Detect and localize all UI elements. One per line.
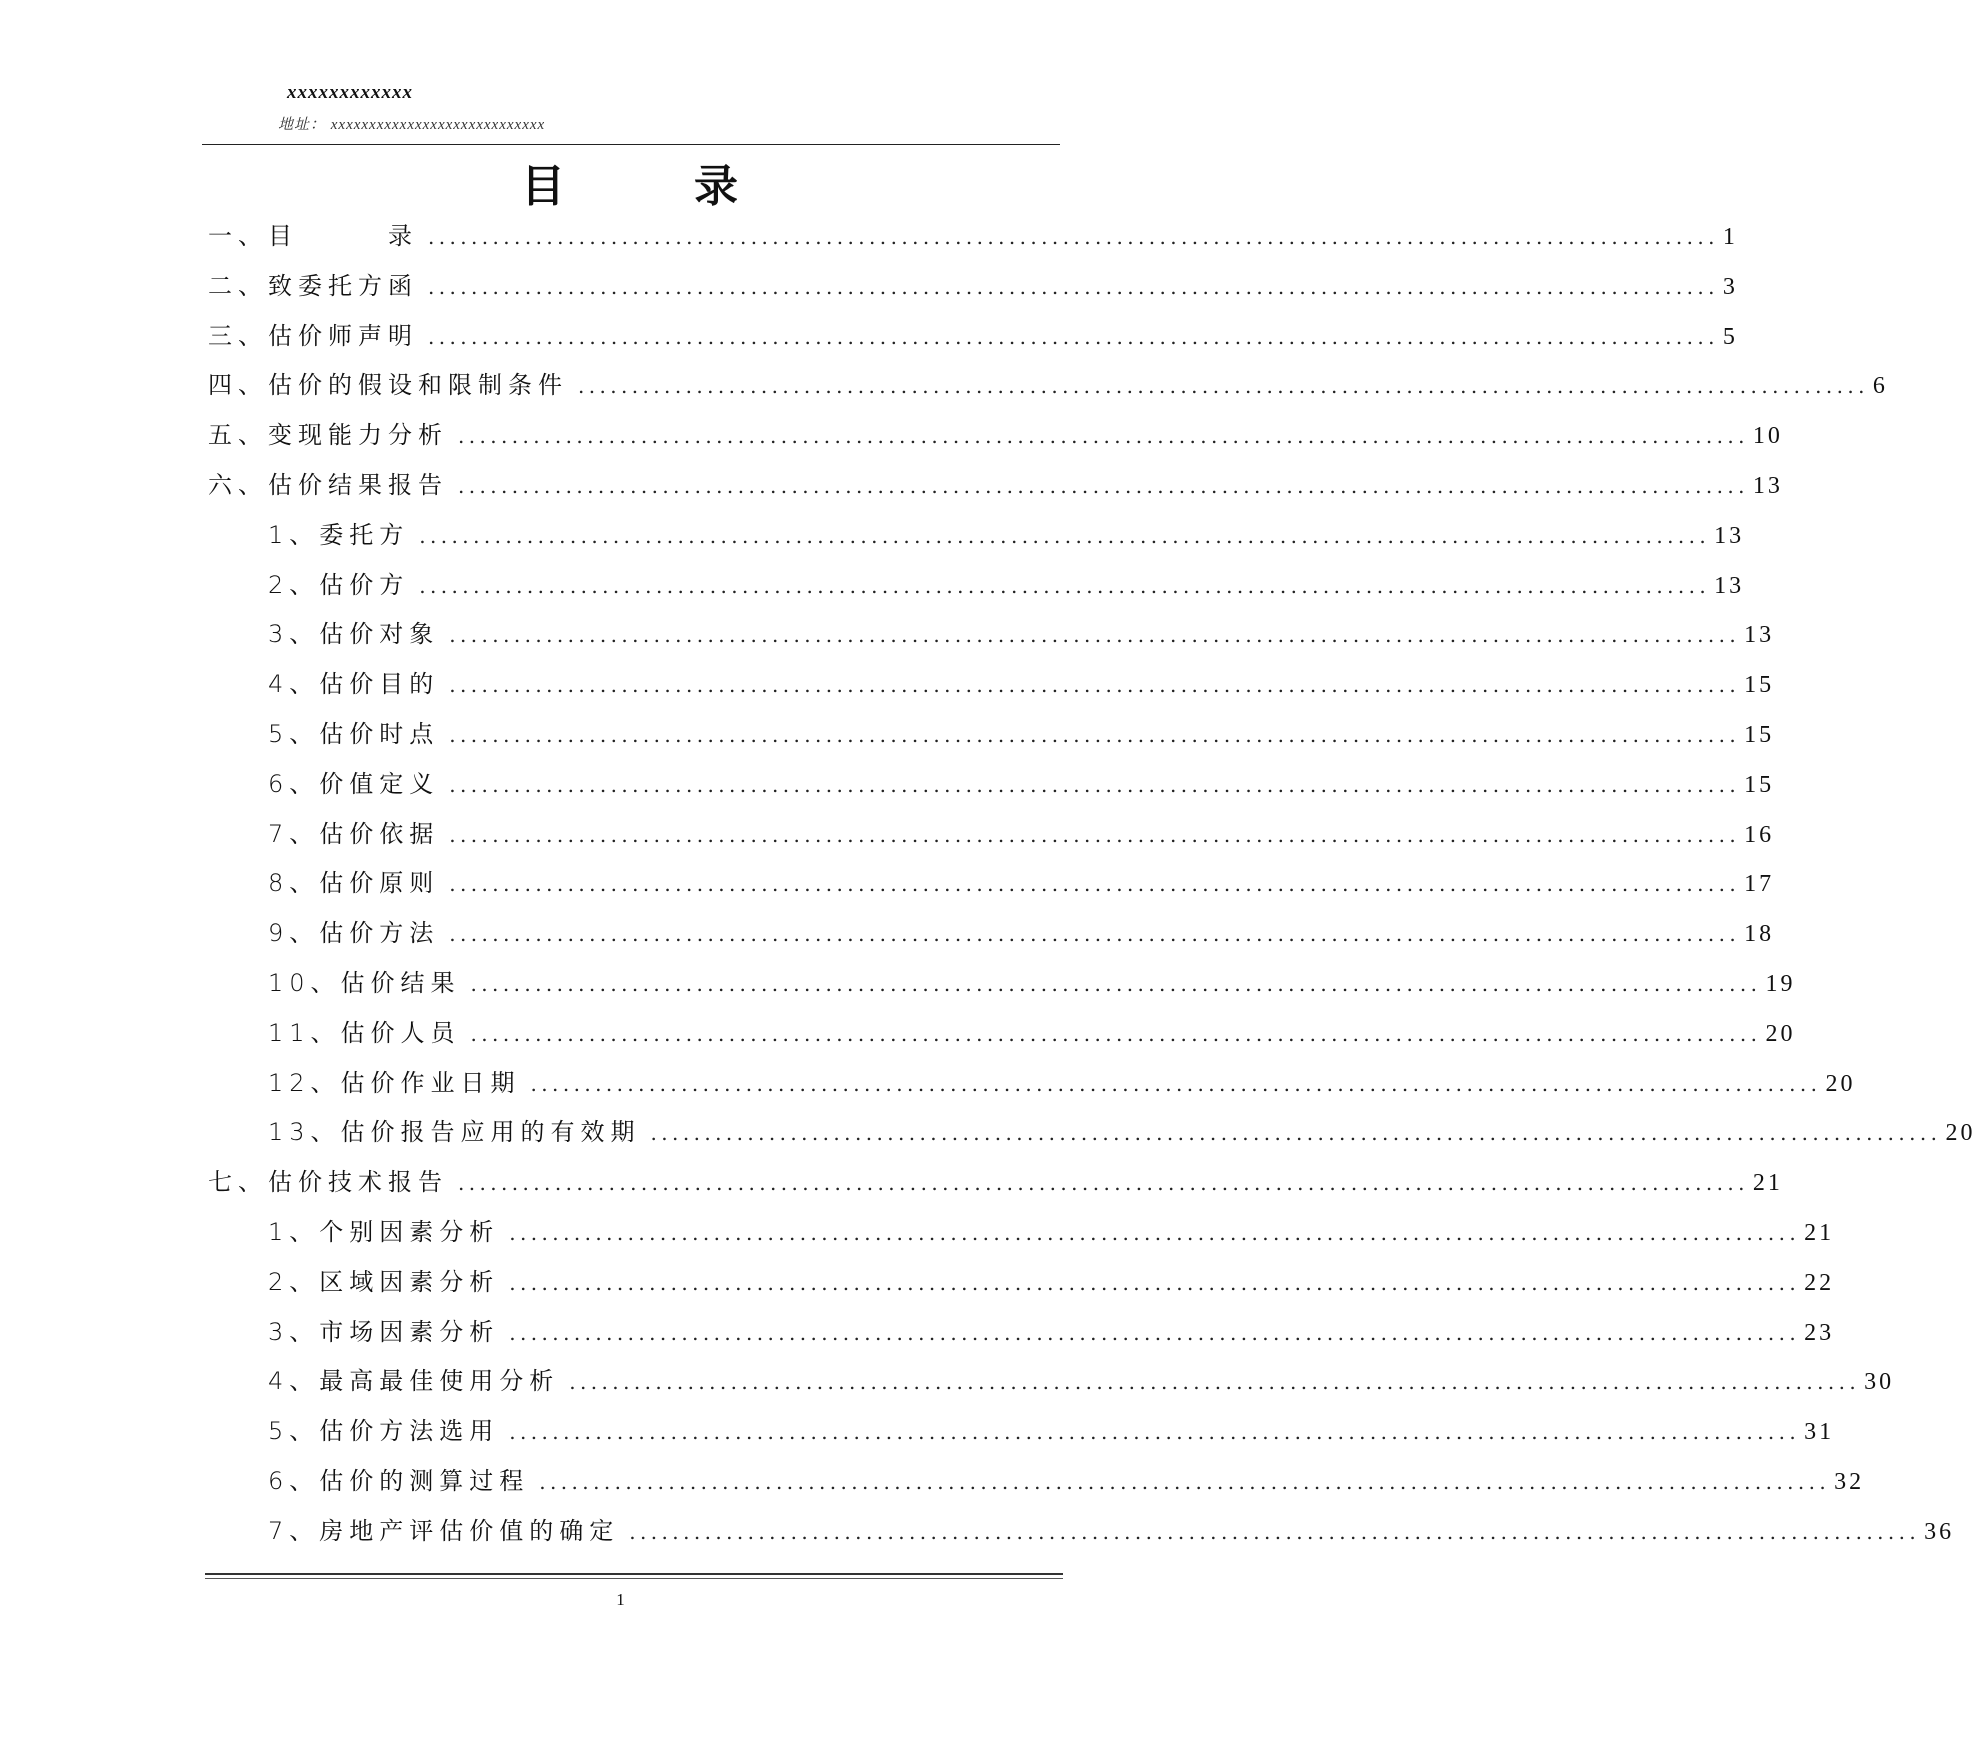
toc-entry-label: 5、估价方法选用 [268, 1417, 500, 1446]
toc-dot-leader: ........................................................................................................................ [419, 573, 1711, 598]
toc-entry[interactable] [208, 266, 1738, 306]
toc-entry-label: 5、估价时点 [268, 720, 440, 748]
toc-dot-leader: ........................................................................................................................ [449, 723, 1741, 747]
toc-entry-page: 20 [1825, 1070, 1856, 1097]
toc-entry[interactable] [268, 1212, 1835, 1252]
toc-entry-label: 2、区域因素分析 [268, 1267, 500, 1296]
toc-entry-label: 12、估价作业日期 [268, 1068, 521, 1097]
toc-dot-leader: ........................................................................................................................ [428, 225, 1719, 249]
toc-dot-leader: ........................................................................................................................ [509, 1221, 1801, 1245]
toc-entry-page: 30 [1864, 1369, 1895, 1396]
header-company-name: xxxxxxxxxxxx [287, 82, 413, 103]
toc-entry[interactable] [268, 1063, 1856, 1103]
toc-entry-page: 3 [1722, 273, 1738, 300]
toc-entry[interactable] [268, 714, 1775, 754]
toc-entry[interactable] [208, 1162, 1783, 1202]
page-title-char-2: 录 [694, 161, 738, 212]
toc-entry-label: 2、估价方 [268, 570, 410, 599]
footer-divider [205, 1573, 1063, 1575]
toc-entry-page: 13 [1714, 572, 1745, 599]
toc-entry-label: 4、估价目的 [268, 670, 440, 699]
toc-entry-page: 21 [1804, 1220, 1835, 1246]
toc-entry-page: 15 [1744, 672, 1775, 699]
toc-entry-page: 15 [1744, 722, 1775, 748]
toc-entry-label: 10、估价结果 [268, 969, 461, 997]
toc-entry[interactable] [208, 365, 1888, 405]
toc-entry[interactable] [208, 216, 1738, 256]
toc-entry-label: 13、估价报告应用的有效期 [268, 1118, 641, 1147]
toc-entry[interactable] [268, 515, 1745, 555]
header-divider [202, 144, 1060, 145]
toc-entry[interactable] [268, 1511, 1955, 1551]
toc-entry-page: 6 [1872, 373, 1888, 400]
toc-entry-label: 9、估价方法 [268, 919, 440, 948]
toc-entry[interactable] [268, 1013, 1796, 1053]
toc-entry[interactable] [268, 963, 1796, 1003]
toc-dot-leader: ........................................................................................................................ [509, 1270, 1801, 1295]
toc-entry-page: 20 [1945, 1120, 1975, 1147]
toc-entry-page: 13 [1744, 622, 1775, 649]
toc-entry-label: 6、估价的测算过程 [268, 1467, 530, 1495]
toc-entry[interactable] [208, 415, 1783, 455]
toc-dot-leader: ........................................................................................................................ [449, 922, 1741, 947]
toc-entry-label: 1、委托方 [268, 520, 410, 549]
page-title-char-1: 目 [521, 161, 565, 212]
toc-dot-leader: ........................................................................................................................ [509, 1320, 1801, 1345]
toc-entry-label: 7、房地产评估价值的确定 [268, 1516, 620, 1545]
toc-dot-leader: ........................................................................................................................ [449, 772, 1741, 797]
toc-entry-label: 六、估价结果报告 [208, 471, 448, 499]
toc-entry-page: 31 [1804, 1419, 1835, 1446]
page-number: 1 [616, 1590, 625, 1609]
toc-entry-page: 13 [1714, 522, 1745, 549]
toc-entry-label: 8、估价原则 [268, 869, 440, 898]
toc-entry-page: 5 [1722, 323, 1738, 350]
toc-dot-leader: ........................................................................................................................ [458, 474, 1749, 498]
toc-dot-leader: ........................................................................................................................ [569, 1370, 1861, 1395]
toc-dot-leader: ........................................................................................................................ [449, 673, 1741, 698]
toc-dot-leader: ........................................................................................................................ [470, 972, 1762, 996]
toc-dot-leader: ........................................................................................................................ [449, 872, 1741, 897]
toc-entry-label: 7、估价依据 [268, 819, 440, 848]
toc-entry-page: 13 [1752, 473, 1783, 499]
toc-dot-leader: ........................................................................................................................ [539, 1470, 1831, 1494]
toc-entry-page: 20 [1765, 1020, 1796, 1047]
toc-entry-label: 1、个别因素分析 [268, 1218, 500, 1246]
toc-entry-page: 23 [1804, 1319, 1835, 1346]
toc-entry-label: 4、最高最佳使用分析 [268, 1367, 560, 1396]
toc-entry-page: 21 [1752, 1170, 1783, 1197]
toc-entry[interactable] [268, 1461, 1865, 1501]
toc-dot-leader: ........................................................................................................................ [449, 623, 1741, 648]
toc-dot-leader: ........................................................................................................................ [509, 1420, 1801, 1445]
toc-entry-label: 3、估价对象 [268, 620, 440, 649]
toc-entry[interactable] [268, 1312, 1835, 1352]
toc-entry[interactable] [268, 1411, 1835, 1451]
toc-entry-label: 6、价值定义 [268, 769, 440, 798]
toc-entry-label: 七、估价技术报告 [208, 1168, 448, 1197]
toc-dot-leader: ........................................................................................................................ [449, 822, 1741, 847]
footer-divider-thin [205, 1578, 1063, 1579]
toc-entry[interactable] [268, 1361, 1895, 1401]
toc-entry-label: 11、估价人员 [268, 1018, 461, 1047]
toc-entry-page: 10 [1752, 423, 1783, 450]
toc-entry[interactable] [208, 465, 1783, 505]
toc-entry[interactable] [268, 614, 1775, 654]
toc-entry[interactable] [268, 814, 1775, 854]
toc-entry[interactable] [268, 863, 1775, 903]
toc-entry-page: 17 [1744, 871, 1775, 898]
toc-dot-leader: ........................................................................................................................ [470, 1021, 1762, 1046]
toc-dot-leader: ........................................................................................................................ [530, 1071, 1822, 1096]
toc-entry-label: 四、估价的假设和限制条件 [208, 371, 568, 400]
toc-entry-page: 1 [1722, 224, 1738, 250]
toc-entry-label: 二、致委托方函 [208, 271, 418, 300]
toc-entry-label: 五、变现能力分析 [208, 421, 448, 450]
toc-entry-label: 一、目 录 [208, 222, 418, 250]
toc-dot-leader: ........................................................................................................................ [458, 1171, 1749, 1196]
toc-entry[interactable] [268, 565, 1745, 605]
toc-entry[interactable] [268, 764, 1775, 804]
toc-entry[interactable] [268, 913, 1775, 953]
toc-entry[interactable] [268, 1262, 1835, 1302]
toc-dot-leader: ........................................................................................................................ [428, 274, 1719, 299]
toc-dot-leader: ........................................................................................................................ [650, 1121, 1942, 1146]
toc-entry-page: 16 [1744, 821, 1775, 848]
toc-dot-leader: ........................................................................................................................ [629, 1519, 1921, 1544]
toc-entry-page: 36 [1924, 1518, 1955, 1545]
toc-entry-page: 22 [1804, 1269, 1835, 1296]
toc-entry-label: 三、估价师声明 [208, 321, 418, 350]
toc-dot-leader: ........................................................................................................................ [419, 523, 1711, 548]
toc-entry-page: 19 [1765, 971, 1796, 997]
toc-entry[interactable] [268, 664, 1775, 704]
toc-entry-page: 18 [1744, 921, 1775, 948]
toc-entry-page: 15 [1744, 771, 1775, 798]
toc-entry-page: 32 [1834, 1469, 1865, 1495]
toc-dot-leader: ........................................................................................................................ [458, 424, 1749, 449]
header-address: 地址： xxxxxxxxxxxxxxxxxxxxxxxxxxxx [278, 117, 546, 133]
toc-entry[interactable] [268, 1112, 1975, 1152]
page-title [0, 157, 1241, 217]
toc-dot-leader: ........................................................................................................................ [578, 374, 1869, 399]
toc-entry-label: 3、市场因素分析 [268, 1317, 500, 1346]
toc-dot-leader: ........................................................................................................................ [428, 324, 1719, 349]
toc-entry[interactable] [208, 316, 1738, 356]
